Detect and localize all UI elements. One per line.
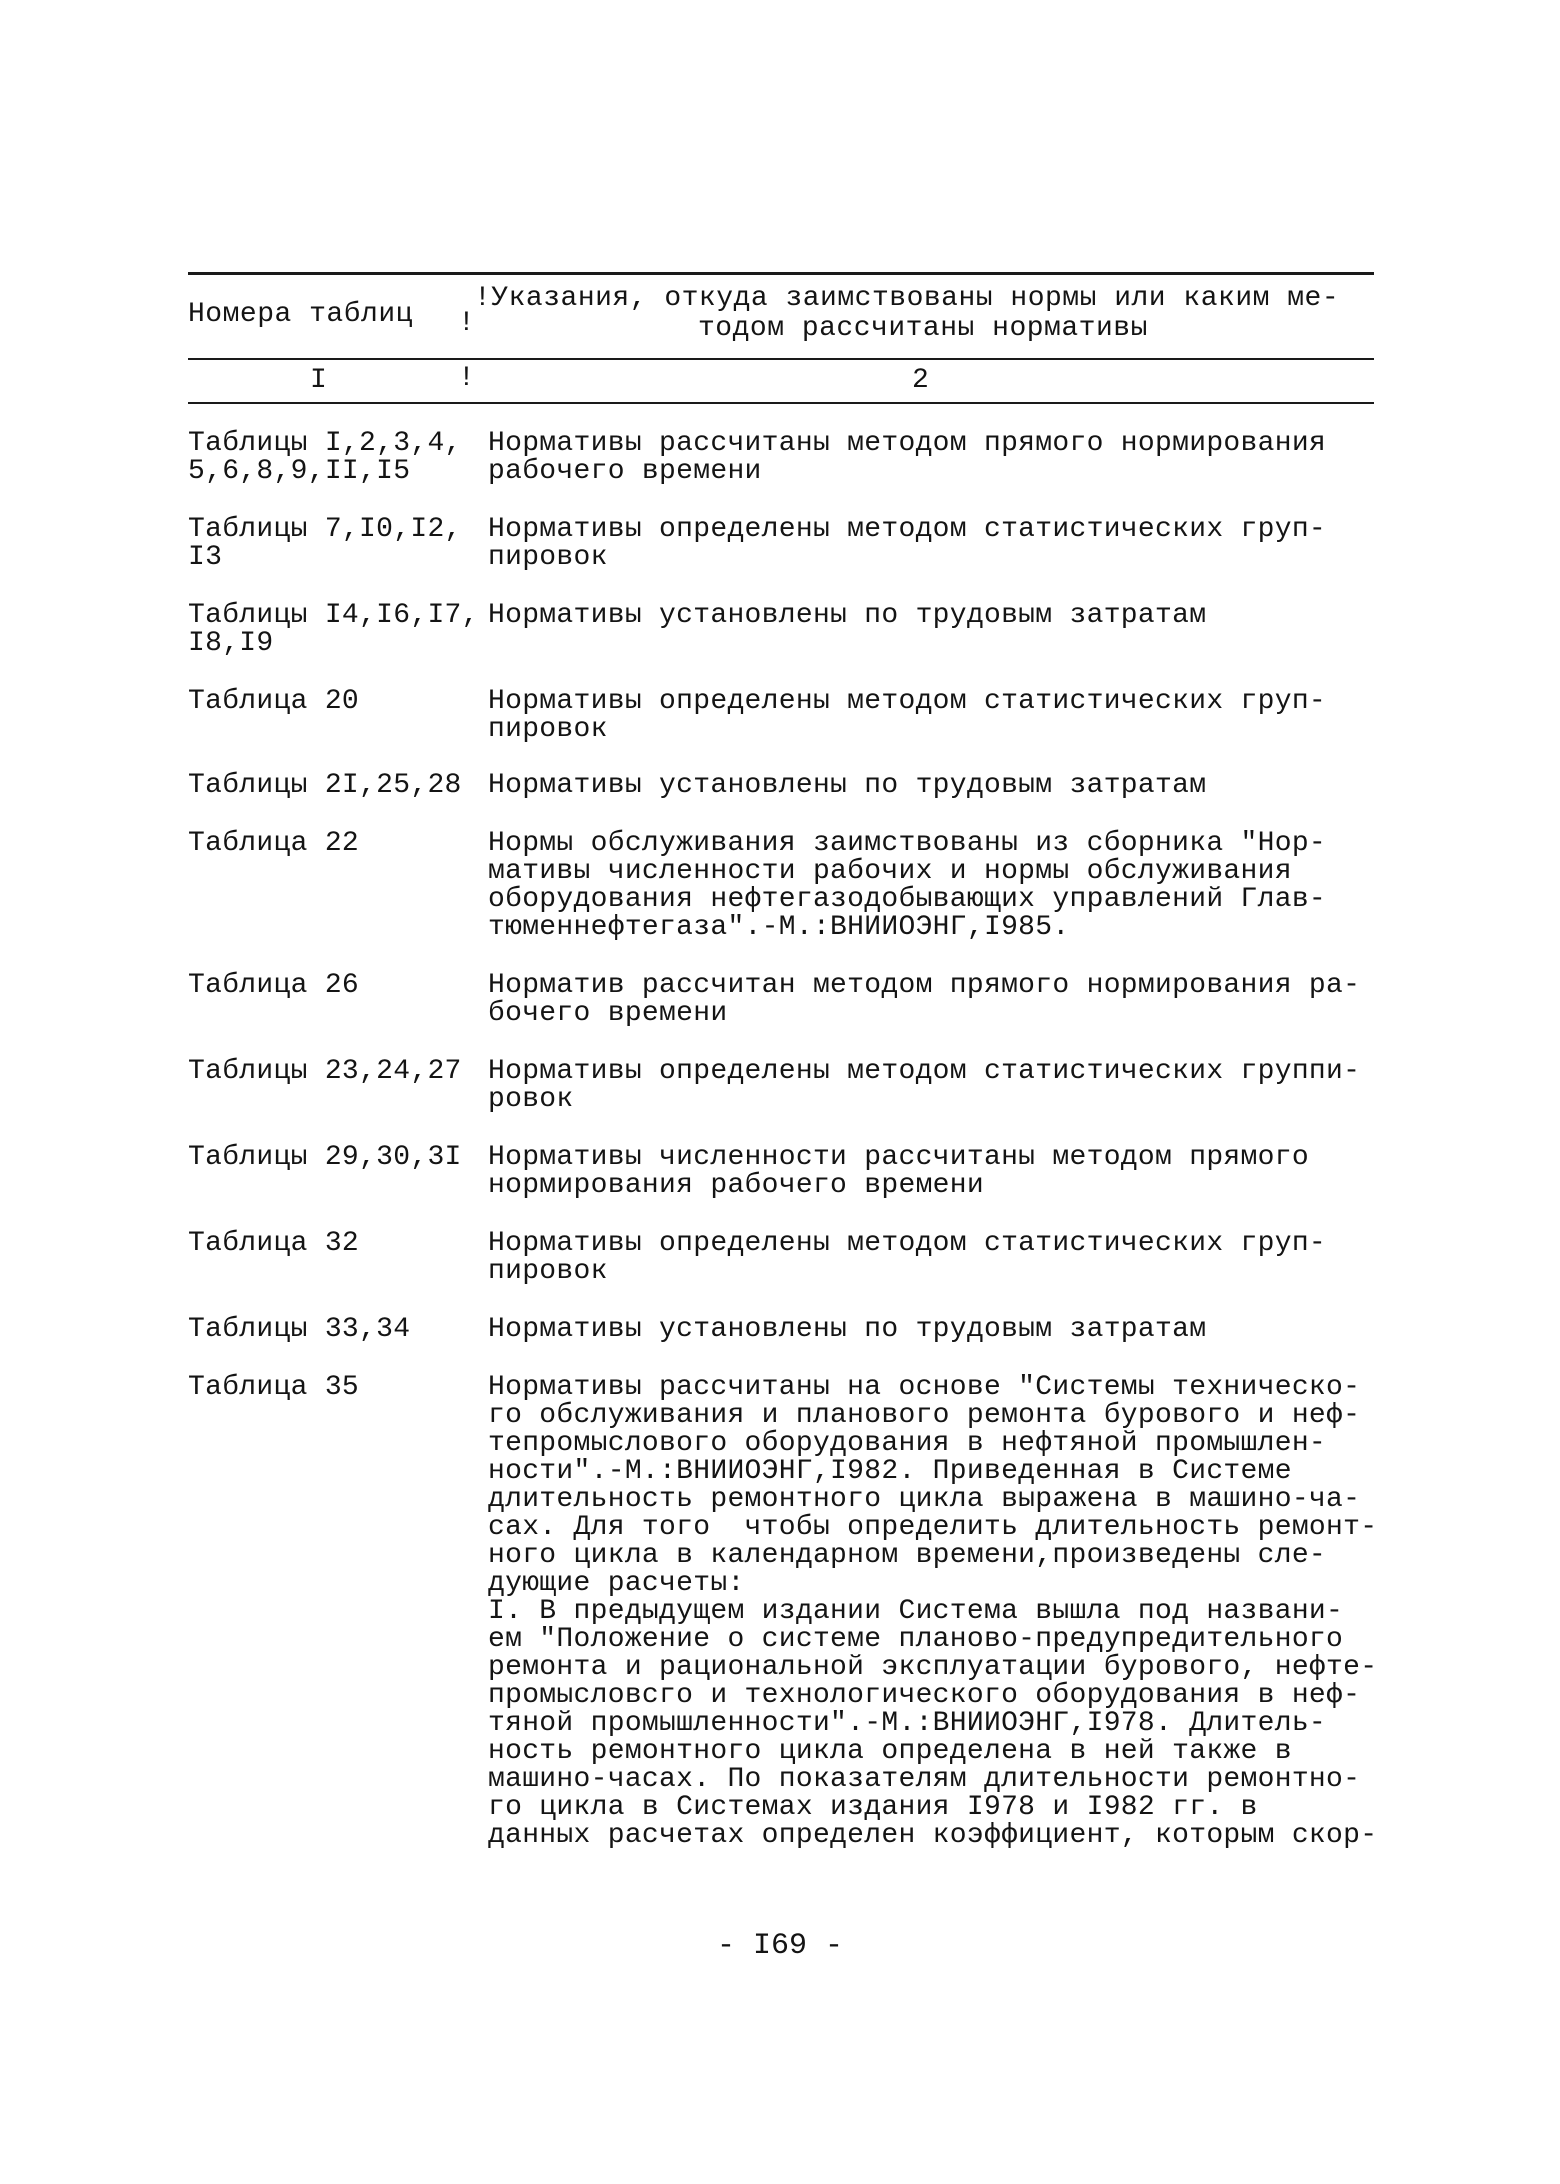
source-notes-cell	[488, 830, 1388, 942]
table-numbers-cell	[188, 1316, 488, 1344]
source-notes-line: го обслуживания и планового ремонта бурового и неф-	[488, 1400, 1361, 1431]
source-notes-line: Нормативы численности рассчитаны методом прямого	[488, 1142, 1309, 1173]
source-notes-line: Нормативы установлены по трудовым затратам	[488, 600, 1207, 631]
table-numbers-line: Таблица 22	[188, 828, 360, 859]
source-notes-line: Нормативы установлены по трудовым затратам	[488, 1314, 1207, 1345]
source-notes-line: сах. Для того чтобы определить длительность ремонт-	[488, 1512, 1378, 1543]
table-numbers-cell	[188, 516, 488, 572]
source-notes-line: ного цикла в календарном времени,произведены сле-	[488, 1540, 1327, 1571]
table-numbers-line: I3	[188, 542, 223, 573]
table-numbers-cell	[188, 1230, 488, 1258]
source-notes-line: оборудования нефтегазодобывающих управлений Глав-	[488, 884, 1327, 915]
source-notes-line: дующие расчеты:	[488, 1568, 745, 1599]
column-number-1: I	[310, 365, 327, 396]
column-numbers-bottom-rule	[188, 402, 1374, 404]
source-notes-line: нормирования рабочего времени	[488, 1170, 984, 1201]
source-notes-line: бочего времени	[488, 998, 728, 1029]
source-notes-line: ности".-М.:ВНИИОЭНГ,I982. Приведенная в Системе	[488, 1456, 1292, 1487]
table-numbers-cell	[188, 1374, 488, 1402]
source-notes-line: промысловсго и технологического оборудования в неф-	[488, 1680, 1361, 1711]
source-notes-line: мативы численности рабочих и нормы обслуживания	[488, 856, 1292, 887]
column-number-2: 2	[912, 365, 929, 396]
source-notes-cell	[488, 430, 1388, 486]
source-notes-cell	[488, 1144, 1388, 1200]
table-numbers-cell	[188, 830, 488, 858]
source-notes-line: ность ремонтного цикла определена в ней также в	[488, 1736, 1292, 1767]
table-numbers-line: Таблица 20	[188, 686, 360, 717]
table-numbers-line: 5,6,8,9,II,I5	[188, 456, 411, 487]
source-notes-line: ем "Положение о системе планово-предупредительного	[488, 1624, 1344, 1655]
table-numbers-line: Таблицы I,2,3,4,	[188, 428, 462, 459]
source-notes-line: тяной промышленности".-М.:ВНИИОЭНГ,I978. Длитель-	[488, 1708, 1327, 1739]
source-notes-line: машино-часах. По показателям длительности ремонтно-	[488, 1764, 1361, 1795]
source-notes-line: Нормативы определены методом статистических груп-	[488, 1228, 1327, 1259]
source-notes-line: рабочего времени	[488, 456, 762, 487]
source-notes-cell	[488, 602, 1388, 630]
table-numbers-line: Таблица 32	[188, 1228, 360, 1259]
table-numbers-cell	[188, 688, 488, 716]
header-col1: Номера таблиц	[188, 299, 413, 330]
table-top-rule	[188, 272, 1374, 275]
source-notes-cell	[488, 1316, 1388, 1344]
source-notes-line: пировок	[488, 542, 608, 573]
source-notes-line: ровок	[488, 1084, 574, 1115]
table-numbers-line: Таблицы 29,30,3I	[188, 1142, 462, 1173]
table-numbers-line: I8,I9	[188, 628, 274, 659]
source-notes-line: Нормативы рассчитаны методом прямого нормирования	[488, 428, 1327, 459]
source-notes-cell	[488, 972, 1388, 1028]
source-notes-cell	[488, 516, 1388, 572]
source-notes-line: тюменнефтегаза".-М.:ВНИИОЭНГ,I985.	[488, 912, 1070, 943]
page-number: - I69 -	[716, 1929, 844, 1963]
header-separator: !	[458, 308, 476, 339]
source-notes-cell	[488, 1058, 1388, 1114]
source-notes-cell	[488, 1230, 1388, 1286]
table-numbers-line: Таблицы 33,34	[188, 1314, 411, 1345]
source-notes-line: тепромыслового оборудования в нефтяной промышлен-	[488, 1428, 1327, 1459]
table-numbers-cell	[188, 972, 488, 1000]
source-notes-line: Нормативы определены методом статистических группи-	[488, 1056, 1361, 1087]
source-notes-cell	[488, 772, 1388, 800]
header-col2	[474, 284, 1374, 344]
source-notes-line: Норматив рассчитан методом прямого нормирования ра-	[488, 970, 1361, 1001]
table-numbers-line: Таблицы 2I,25,28	[188, 770, 462, 801]
source-notes-line: го цикла в Системах издания I978 и I982 гг. в	[488, 1792, 1258, 1823]
source-notes-line: Нормативы определены методом статистических груп-	[488, 686, 1327, 717]
table-numbers-cell	[188, 430, 488, 486]
header-col2-line2: тодом рассчитаны нормативы	[698, 313, 1148, 344]
source-notes-line: длительность ремонтного цикла выражена в машино-ча-	[488, 1484, 1361, 1515]
source-notes-line: ремонта и рациональной эксплуатации бурового, нефте-	[488, 1652, 1378, 1683]
source-notes-cell	[488, 688, 1388, 744]
source-notes-line: пировок	[488, 714, 608, 745]
table-numbers-cell	[188, 1058, 488, 1086]
header-col2-line1: !Указания, откуда заимствованы нормы или каким ме-	[474, 283, 1340, 314]
table-numbers-cell	[188, 1144, 488, 1172]
table-numbers-line: Таблицы I4,I6,I7,	[188, 600, 479, 631]
table-numbers-cell	[188, 772, 488, 800]
table-numbers-line: Таблица 35	[188, 1372, 360, 1403]
column-number-separator: !	[458, 363, 475, 394]
source-notes-line: Нормативы рассчитаны на основе "Системы техническо-	[488, 1372, 1361, 1403]
source-notes-line: Нормативы установлены по трудовым затратам	[488, 770, 1207, 801]
source-notes-line: данных расчетах определен коэффициент, которым скор-	[488, 1820, 1378, 1851]
source-notes-cell	[488, 1374, 1388, 1850]
source-notes-line: Нормативы определены методом статистических груп-	[488, 514, 1327, 545]
table-numbers-line: Таблица 26	[188, 970, 360, 1001]
header-bottom-rule	[188, 358, 1374, 360]
source-notes-line: пировок	[488, 1256, 608, 1287]
table-numbers-cell	[188, 602, 488, 658]
table-numbers-line: Таблицы 7,I0,I2,	[188, 514, 462, 545]
source-notes-line: Нормы обслуживания заимствованы из сборника "Нор-	[488, 828, 1327, 859]
source-notes-line: I. В предыдущем издании Система вышла под названи-	[488, 1596, 1344, 1627]
table-numbers-line: Таблицы 23,24,27	[188, 1056, 462, 1087]
